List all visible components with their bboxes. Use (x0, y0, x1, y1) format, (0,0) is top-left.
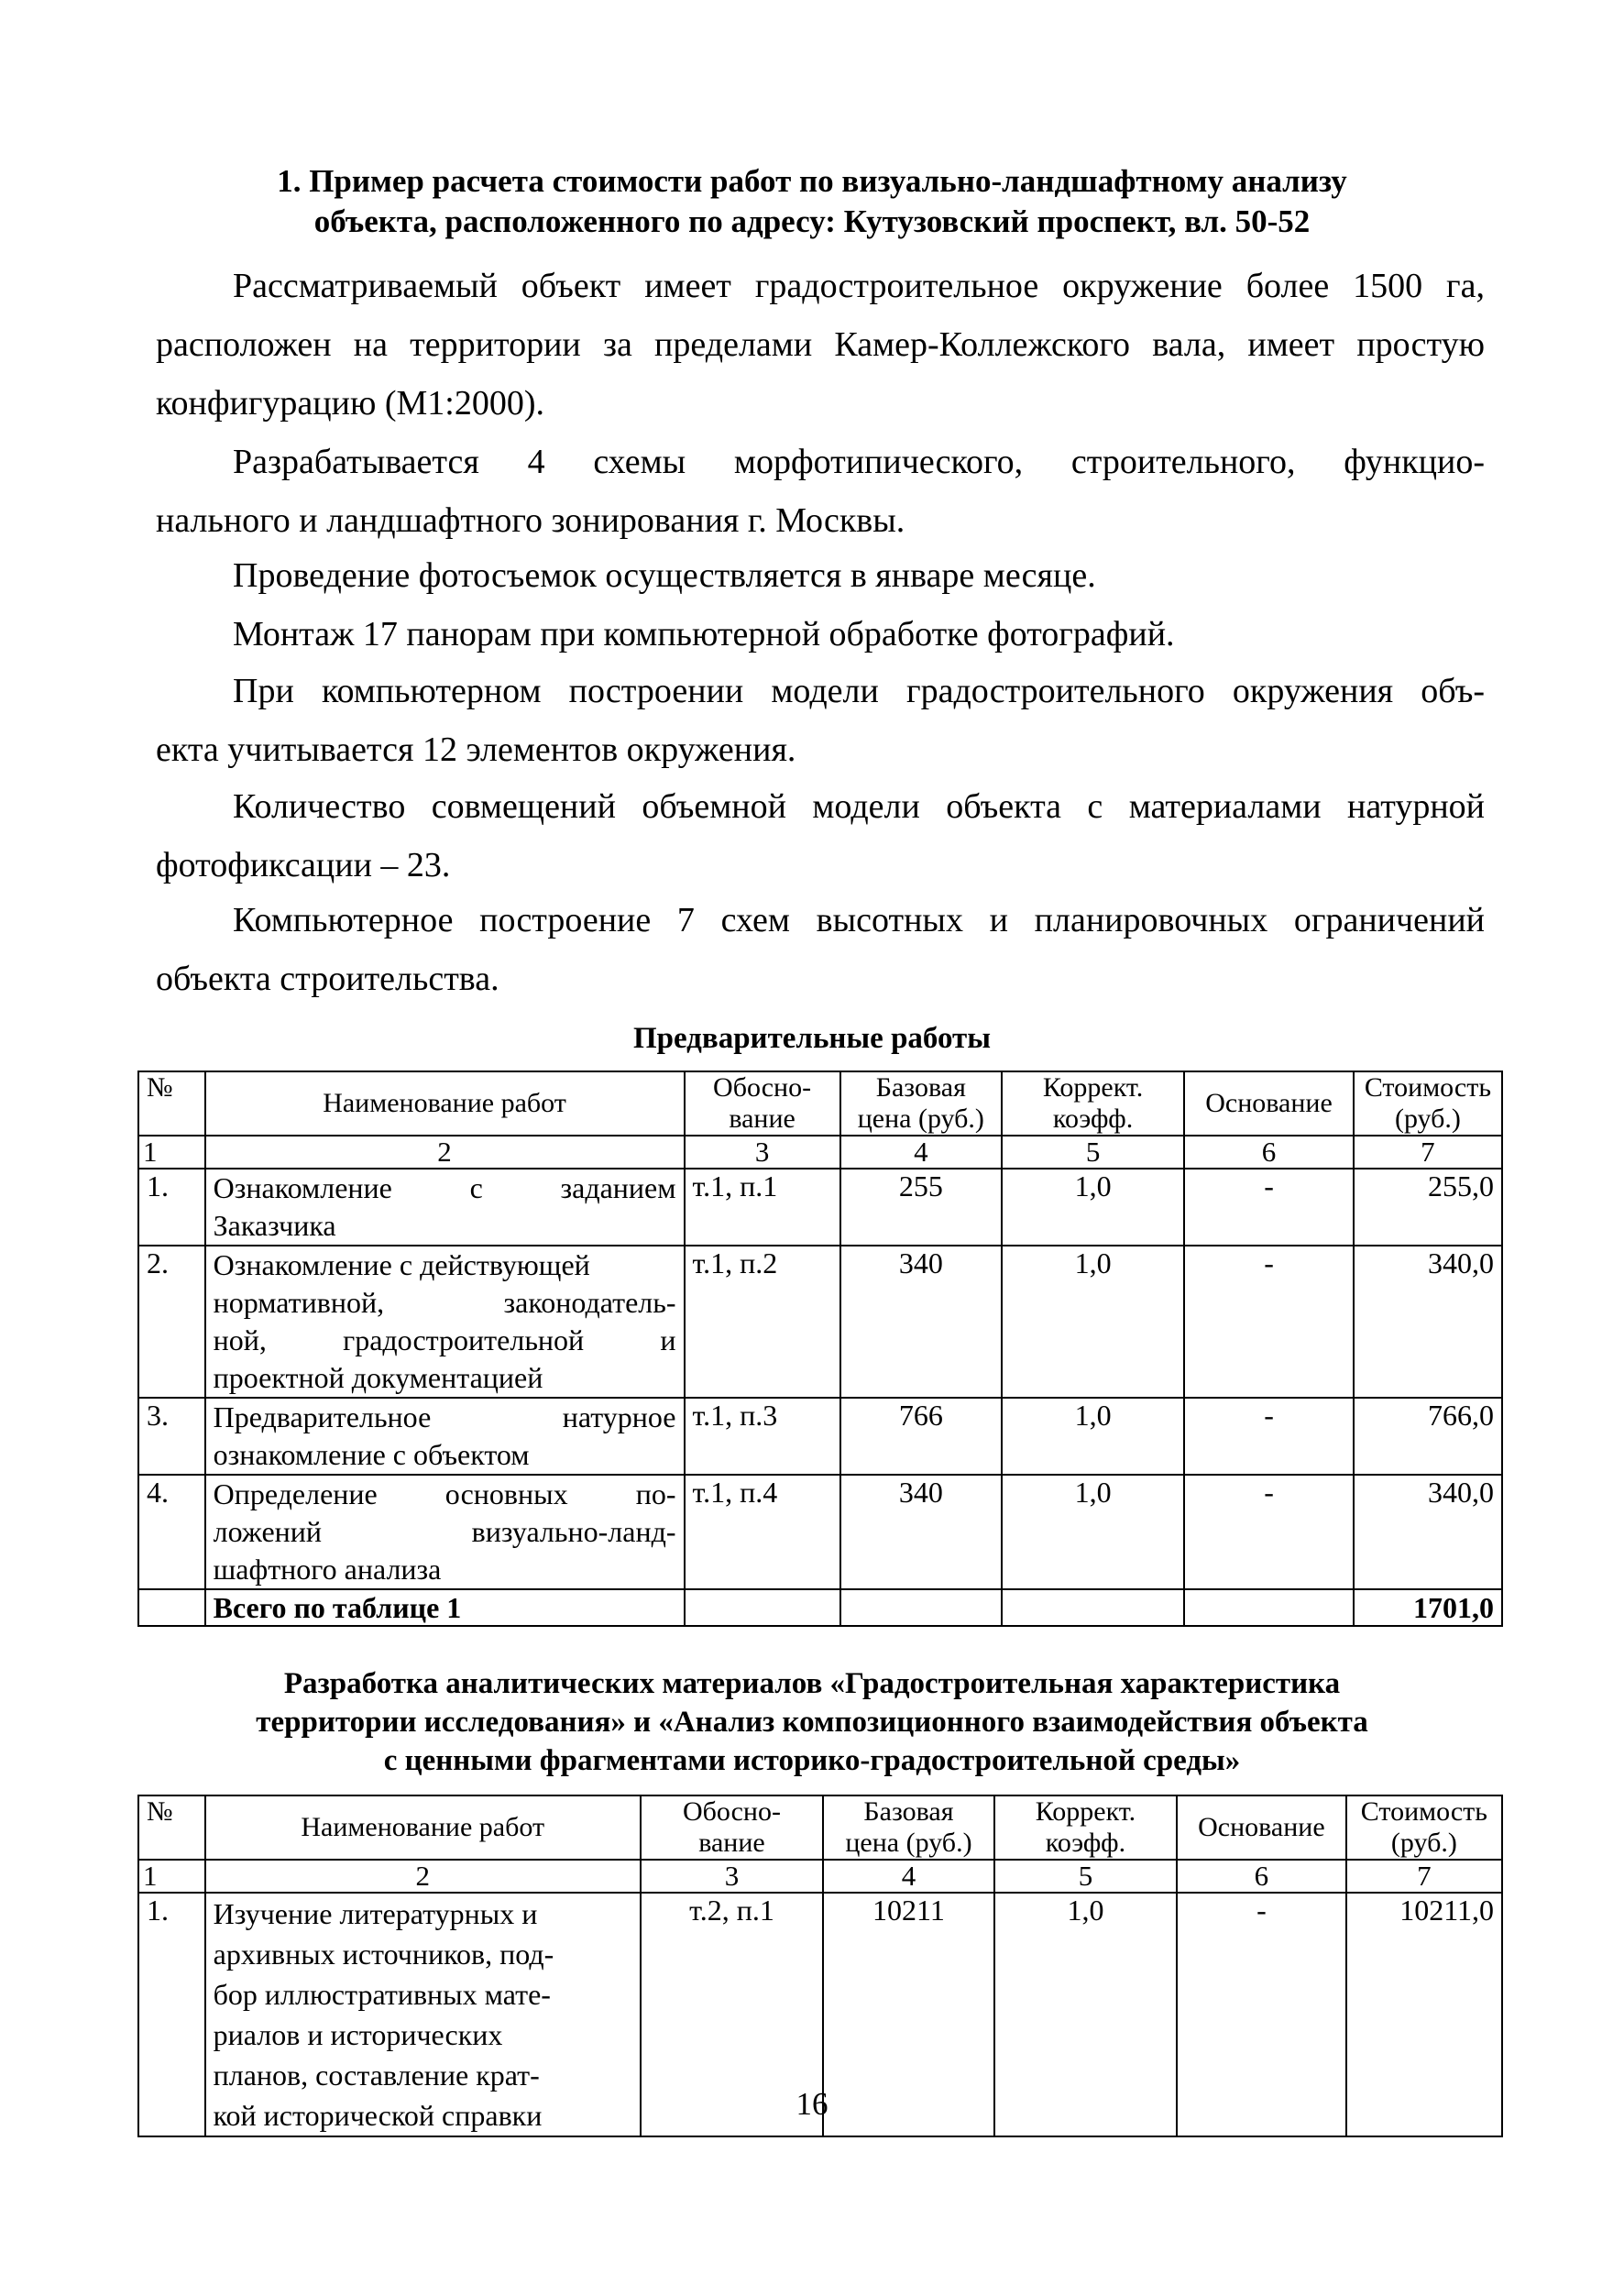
header-basis-line-1: Обосно- (682, 1796, 781, 1827)
row-name-line: ознакомление с объектом (213, 1438, 530, 1471)
column-number: 5 (994, 1860, 1177, 1893)
paragraph-line: объекта строительства. (156, 960, 499, 998)
paragraph-line: конфигурацию (М1:2000). (156, 384, 544, 423)
column-number: 4 (823, 1860, 994, 1893)
paragraph-line: Монтаж 17 панорам при компьютерной обработке фотографий. (233, 615, 1175, 653)
header-basis-line-2: вание (729, 1104, 796, 1134)
header-name: Наименование работ (205, 1071, 685, 1136)
paragraph-line: екта учитывается 12 элементов окружения. (156, 730, 796, 769)
row-coef: 1,0 (1002, 1475, 1184, 1589)
paragraph-1 (156, 257, 1485, 433)
total-empty-cell (840, 1589, 1002, 1626)
paragraph-5 (156, 662, 1485, 779)
row-name (205, 1169, 685, 1246)
row-name-line: планов, составление крат- (213, 2059, 540, 2092)
total-value: 1701,0 (1354, 1589, 1502, 1626)
row-ground: - (1184, 1475, 1354, 1589)
paragraph-line: нального и ландшафтного зонирования г. Москвы. (156, 501, 905, 540)
row-num: 4. (138, 1475, 205, 1589)
paragraph-line: При компьютерном построении модели градостроительного окружения объ- (233, 672, 1485, 710)
column-number: 3 (685, 1136, 840, 1169)
header-price-line-2: цена (руб.) (845, 1828, 972, 1858)
row-num: 1. (138, 1893, 205, 2136)
caption-line: Разработка аналитических материалов «Градостроительная характеристика (283, 1667, 1341, 1700)
row-name-line: шафтного анализа (213, 1553, 442, 1586)
paragraph-6 (156, 777, 1485, 895)
paragraph-7 (156, 891, 1485, 1008)
row-name-line: Ознакомление с заданием (213, 1171, 676, 1204)
header-cost (1346, 1795, 1502, 1860)
table-header-row (138, 1071, 1502, 1136)
header-basis-line-1: Обосно- (713, 1072, 812, 1103)
header-price (840, 1071, 1002, 1136)
row-num: 1. (138, 1169, 205, 1246)
paragraph-line: Разрабатывается 4 схемы морфотипического, строительного, функцио- (233, 443, 1485, 481)
table-1-caption: Предварительные работы (632, 1022, 992, 1055)
row-price: 10211 (823, 1893, 994, 2136)
column-number: 7 (1346, 1860, 1502, 1893)
header-coef-line-2: коэфф. (1045, 1828, 1126, 1858)
paragraph-3 (156, 546, 1485, 605)
row-basis: т.1, п.4 (685, 1475, 840, 1589)
paragraph-2 (156, 433, 1485, 550)
table-row (138, 1169, 1502, 1246)
header-basis (641, 1795, 823, 1860)
row-name-line: архивных источников, под- (213, 1938, 554, 1971)
header-basis (685, 1071, 840, 1136)
header-coef-line-1: Коррект. (1035, 1796, 1136, 1827)
column-number: 5 (1002, 1136, 1184, 1169)
column-number: 6 (1184, 1136, 1354, 1169)
table-2-caption (137, 1664, 1487, 1780)
row-price: 766 (840, 1398, 1002, 1475)
heading-line-1: 1. Пример расчета стоимости работ по визуально-ландшафтному анализу (277, 163, 1347, 199)
header-cost-line-2: (руб.) (1394, 1104, 1461, 1134)
row-coef: 1,0 (994, 1893, 1177, 2136)
column-number: 4 (840, 1136, 1002, 1169)
row-name-line: кой исторической справки (213, 2099, 543, 2132)
caption-line: территории исследования» и «Анализ композиционного взаимодействия объекта (256, 1706, 1368, 1739)
header-coef-line-1: Коррект. (1042, 1072, 1144, 1103)
header-coef (994, 1795, 1177, 1860)
row-coef: 1,0 (1002, 1169, 1184, 1246)
row-name-line: Определение основных по- (213, 1477, 676, 1510)
header-ground: Основание (1177, 1795, 1346, 1860)
paragraph-line: фотофиксации – 23. (156, 846, 451, 884)
row-cost: 10211,0 (1346, 1893, 1502, 2136)
total-empty-cell (138, 1589, 205, 1626)
row-cost: 340,0 (1354, 1246, 1502, 1398)
row-cost: 255,0 (1354, 1169, 1502, 1246)
row-coef: 1,0 (1002, 1398, 1184, 1475)
row-name-line: проектной документацией (213, 1361, 543, 1394)
page-number: 16 (796, 2086, 828, 2122)
row-coef: 1,0 (1002, 1246, 1184, 1398)
row-num: 3. (138, 1398, 205, 1475)
paragraph-line: Рассматриваемый объект имеет градостроительное окружение более 1500 га, (233, 267, 1485, 305)
row-basis: т.1, п.1 (685, 1169, 840, 1246)
row-name-line: Заказчика (213, 1209, 336, 1242)
header-cost (1354, 1071, 1502, 1136)
header-name: Наименование работ (205, 1795, 641, 1860)
row-ground: - (1177, 1893, 1346, 2136)
row-name-line: ложений визуально-ланд- (213, 1515, 676, 1548)
paragraph-line: Компьютерное построение 7 схем высотных и планировочных ограничений (233, 901, 1485, 939)
header-price-line-2: цена (руб.) (857, 1104, 984, 1134)
row-basis: т.2, п.1 (641, 1893, 823, 2136)
section-heading (137, 161, 1487, 242)
row-name-line: риалов и исторических (213, 2018, 503, 2051)
header-price-line-1: Базовая (863, 1796, 954, 1827)
header-basis-line-2: вание (698, 1828, 765, 1858)
row-name-line: ной, градостроительной и (213, 1323, 676, 1356)
row-name-line: нормативной, законодатель- (213, 1286, 676, 1319)
row-price: 340 (840, 1246, 1002, 1398)
total-empty-cell (1184, 1589, 1354, 1626)
header-cost-line-1: Стоимость (1360, 1796, 1487, 1827)
row-name-line: Ознакомление с действующей (213, 1248, 590, 1281)
row-ground: - (1184, 1246, 1354, 1398)
column-number: 7 (1354, 1136, 1502, 1169)
table-total-row (138, 1589, 1502, 1626)
total-empty-cell (685, 1589, 840, 1626)
header-num: № (138, 1071, 205, 1136)
row-name (205, 1398, 685, 1475)
paragraph-line: Проведение фотосъемок осуществляется в январе месяце. (233, 556, 1096, 595)
column-number-row (138, 1136, 1502, 1169)
header-price-line-1: Базовая (875, 1072, 966, 1103)
column-number: 2 (205, 1860, 641, 1893)
row-name (205, 1246, 685, 1398)
row-price: 255 (840, 1169, 1002, 1246)
header-coef-line-2: коэфф. (1052, 1104, 1134, 1134)
table-row (138, 1475, 1502, 1589)
heading-line-2: объекта, расположенного по адресу: Кутузовский проспект, вл. 50-52 (313, 203, 1311, 239)
row-cost: 766,0 (1354, 1398, 1502, 1475)
table-row (138, 1398, 1502, 1475)
header-num: № (138, 1795, 205, 1860)
row-basis: т.1, п.3 (685, 1398, 840, 1475)
row-name-line: бор иллюстративных мате- (213, 1978, 551, 2011)
total-label: Всего по таблице 1 (205, 1589, 685, 1626)
header-coef (1002, 1071, 1184, 1136)
header-cost-line-1: Стоимость (1364, 1072, 1492, 1103)
row-name (205, 1475, 685, 1589)
header-price (823, 1795, 994, 1860)
column-number: 1 (138, 1860, 205, 1893)
caption-line: с ценными фрагментами историко-градостроительной среды» (383, 1744, 1241, 1777)
table-row (138, 1246, 1502, 1398)
row-ground: - (1184, 1398, 1354, 1475)
column-number: 1 (138, 1136, 205, 1169)
paragraph-4 (156, 605, 1485, 664)
row-basis: т.1, п.2 (685, 1246, 840, 1398)
paragraph-line: Количество совмещений объемной модели объекта с материалами натурной (233, 787, 1485, 826)
header-cost-line-2: (руб.) (1390, 1828, 1457, 1858)
column-number-row (138, 1860, 1502, 1893)
column-number: 3 (641, 1860, 823, 1893)
column-number: 6 (1177, 1860, 1346, 1893)
column-number: 2 (205, 1136, 685, 1169)
row-price: 340 (840, 1475, 1002, 1589)
total-empty-cell (1002, 1589, 1184, 1626)
row-name-line: Предварительное натурное (213, 1400, 676, 1433)
table-header-row (138, 1795, 1502, 1860)
row-ground: - (1184, 1169, 1354, 1246)
header-ground: Основание (1184, 1071, 1354, 1136)
row-name-line: Изучение литературных и (213, 1897, 538, 1930)
row-cost: 340,0 (1354, 1475, 1502, 1589)
row-num: 2. (138, 1246, 205, 1398)
table-preliminary-works (137, 1071, 1503, 1627)
paragraph-line: расположен на территории за пределами Камер-Коллежского вала, имеет простую (156, 325, 1485, 364)
